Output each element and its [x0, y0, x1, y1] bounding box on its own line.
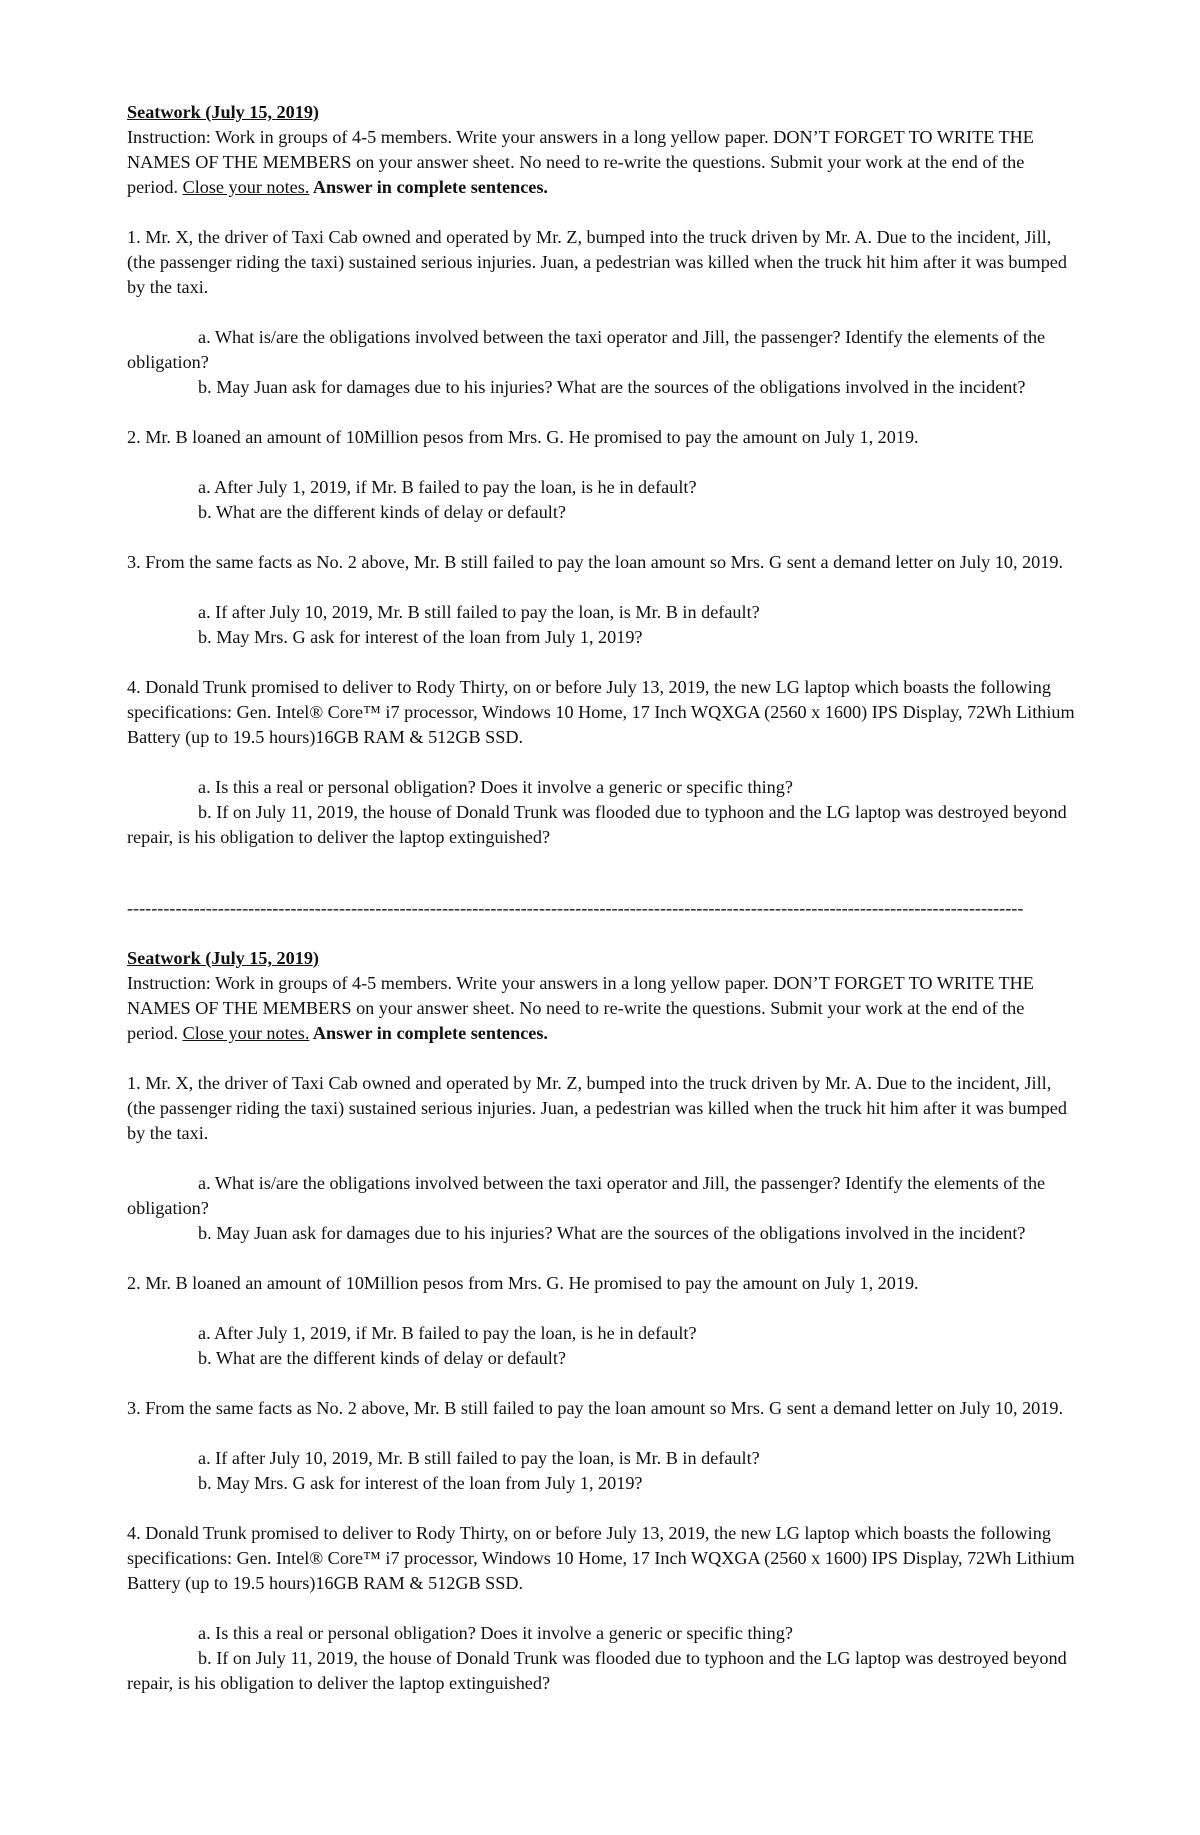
answer-complete-text: Answer in complete sentences. — [309, 177, 548, 197]
instruction-paragraph — [127, 971, 1077, 1046]
question-4b: b. If on July 11, 2019, the house of Donald Trunk was flooded due to typhoon and the LG laptop was destroyed beyond repair, is his obligation to deliver the laptop extinguished? — [127, 802, 1067, 847]
seatwork-section-1 — [127, 100, 1077, 850]
question-3a: a. If after July 10, 2019, Mr. B still failed to pay the loan, is Mr. B in default? — [198, 602, 760, 622]
question-4b: b. If on July 11, 2019, the house of Donald Trunk was flooded due to typhoon and the LG laptop was destroyed beyond repair, is his obligation to deliver the laptop extinguished? — [127, 1648, 1067, 1693]
question-2: 2. Mr. B loaned an amount of 10Million pesos from Mrs. G. He promised to pay the amount on July 1, 2019. — [127, 427, 919, 447]
question-1a: a. What is/are the obligations involved between the taxi operator and Jill, the passenger? Identify the elements of the obligation? — [127, 1173, 1046, 1218]
question-3: 3. From the same facts as No. 2 above, Mr. B still failed to pay the loan amount so Mrs. G sent a demand letter on July 10, 2019. — [127, 1398, 1063, 1418]
question-1: 1. Mr. X, the driver of Taxi Cab owned and operated by Mr. Z, bumped into the truck driven by Mr. A. Due to the incident, Jill, (the passenger riding the taxi) sustained serious injuries. Juan, a pedestrian was killed when the truck hit him after it was bumped by the taxi. — [127, 1073, 1067, 1143]
question-4a: a. Is this a real or personal obligation? Does it involve a generic or specific thing? — [198, 777, 793, 797]
instruction-paragraph — [127, 125, 1077, 200]
close-notes-text: Close your notes. — [182, 1023, 310, 1043]
question-4a: a. Is this a real or personal obligation? Does it involve a generic or specific thing? — [198, 1623, 793, 1643]
question-1b: b. May Juan ask for damages due to his injuries? What are the sources of the obligations involved in the incident? — [198, 377, 1026, 397]
question-3b: b. May Mrs. G ask for interest of the loan from July 1, 2019? — [198, 627, 643, 647]
question-3: 3. From the same facts as No. 2 above, Mr. B still failed to pay the loan amount so Mrs. G sent a demand letter on July 10, 2019. — [127, 552, 1063, 572]
question-1a: a. What is/are the obligations involved between the taxi operator and Jill, the passenger? Identify the elements of the obligation? — [127, 327, 1046, 372]
question-3a: a. If after July 10, 2019, Mr. B still failed to pay the loan, is Mr. B in default? — [198, 1448, 760, 1468]
question-2b: b. What are the different kinds of delay or default? — [198, 502, 566, 522]
answer-complete-text: Answer in complete sentences. — [309, 1023, 548, 1043]
question-2: 2. Mr. B loaned an amount of 10Million pesos from Mrs. G. He promised to pay the amount on July 1, 2019. — [127, 1273, 919, 1293]
seatwork-title: Seatwork (July 15, 2019) — [127, 948, 319, 968]
seatwork-title: Seatwork (July 15, 2019) — [127, 102, 319, 122]
question-4: 4. Donald Trunk promised to deliver to Rody Thirty, on or before July 13, 2019, the new LG laptop which boasts the following specifications: Gen. Intel® Core™ i7 processor, Windows 10 Home, 17 Inch WQXGA (2560 x 1600) IPS Display, 72Wh Lithium Battery (up to 19.5 hours)16GB RAM & 512GB SSD. — [127, 1523, 1075, 1593]
question-1: 1. Mr. X, the driver of Taxi Cab owned and operated by Mr. Z, bumped into the truck driven by Mr. A. Due to the incident, Jill, (the passenger riding the taxi) sustained serious injuries. Juan, a pedestrian was killed when the truck hit him after it was bumped by the taxi. — [127, 227, 1067, 297]
seatwork-section-2 — [127, 946, 1077, 1696]
question-1b: b. May Juan ask for damages due to his injuries? What are the sources of the obligations involved in the incident? — [198, 1223, 1026, 1243]
instruction-text: Instruction: Work in groups of 4-5 members. Write your answers in a long yellow paper. DON’T FORGET TO WRITE THE NAMES OF THE MEMBERS on your answer sheet. No need to re-write the questions. Submit your work at the end of the period. — [127, 973, 1034, 1043]
close-notes-text: Close your notes. — [182, 177, 310, 197]
question-2b: b. What are the different kinds of delay or default? — [198, 1348, 566, 1368]
question-3b: b. May Mrs. G ask for interest of the loan from July 1, 2019? — [198, 1473, 643, 1493]
question-2a: a. After July 1, 2019, if Mr. B failed to pay the loan, is he in default? — [198, 477, 697, 497]
instruction-text: Instruction: Work in groups of 4-5 members. Write your answers in a long yellow paper. DON’T FORGET TO WRITE THE NAMES OF THE MEMBERS on your answer sheet. No need to re-write the questions. Submit your work at the end of the period. — [127, 127, 1034, 197]
question-4: 4. Donald Trunk promised to deliver to Rody Thirty, on or before July 13, 2019, the new LG laptop which boasts the following specifications: Gen. Intel® Core™ i7 processor, Windows 10 Home, 17 Inch WQXGA (2560 x 1600) IPS Display, 72Wh Lithium Battery (up to 19.5 hours)16GB RAM & 512GB SSD. — [127, 677, 1075, 747]
section-divider: ---------------------------------------------------------------------------------------------------------------------------------------------------- — [127, 898, 1024, 918]
question-2a: a. After July 1, 2019, if Mr. B failed to pay the loan, is he in default? — [198, 1323, 697, 1343]
